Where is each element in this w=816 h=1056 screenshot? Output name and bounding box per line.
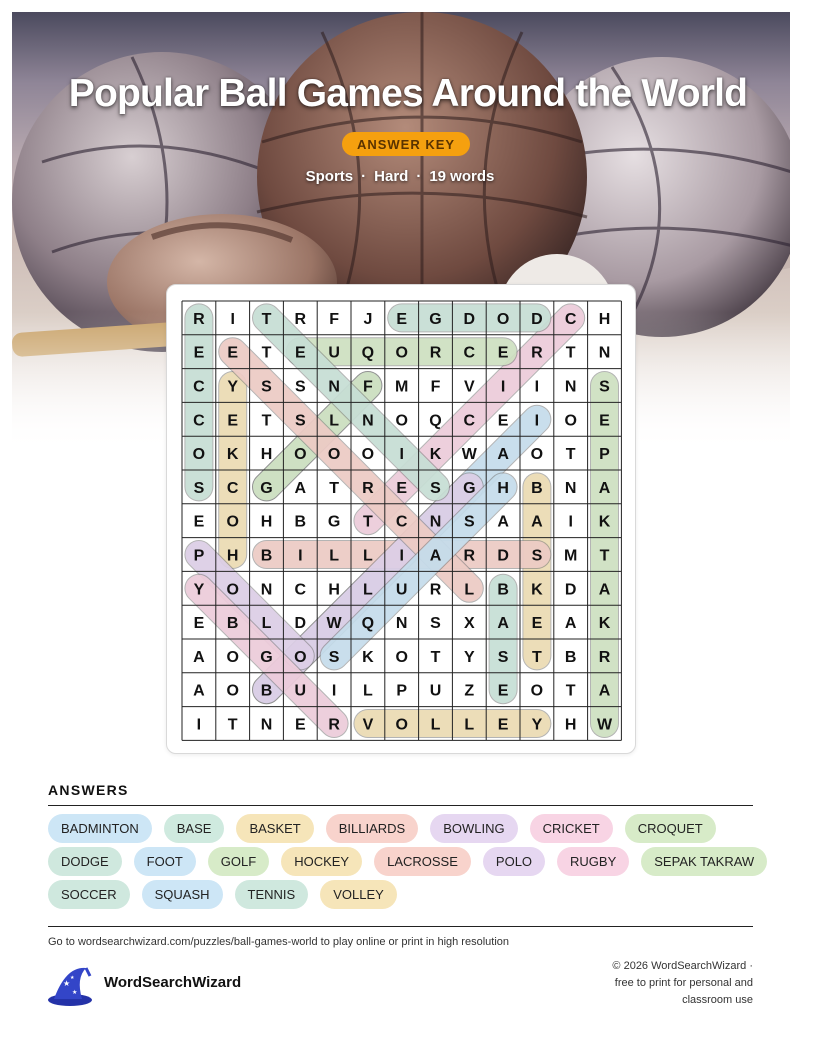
grid-letter[interactable]: E <box>193 344 205 362</box>
svg-text:★: ★ <box>70 975 75 981</box>
grid-letter[interactable]: S <box>328 648 340 666</box>
grid-letter[interactable]: N <box>328 378 340 396</box>
grid-letter[interactable]: Z <box>464 682 475 700</box>
grid-letter[interactable]: I <box>399 547 404 565</box>
grid-letter[interactable]: L <box>329 547 339 565</box>
brand-name: WordSearchWizard <box>104 974 242 991</box>
grid-letter[interactable]: H <box>260 446 273 464</box>
grid-letter[interactable]: Y <box>531 716 543 734</box>
grid-letter[interactable]: E <box>531 615 543 633</box>
grid-letter[interactable]: E <box>193 615 205 633</box>
grid-letter[interactable]: T <box>565 344 576 362</box>
grid-letter[interactable]: E <box>294 344 306 362</box>
grid-letter[interactable]: Q <box>429 412 442 430</box>
grid-letter[interactable]: C <box>193 378 205 396</box>
grid-letter[interactable]: C <box>395 513 408 531</box>
grid-letter[interactable]: T <box>329 479 339 497</box>
grid-letter[interactable]: M <box>564 547 578 565</box>
grid-letter[interactable]: G <box>327 513 341 531</box>
grid-letter[interactable]: F <box>329 310 339 328</box>
grid-letter[interactable]: R <box>463 547 476 565</box>
grid-letter[interactable]: W <box>596 716 613 734</box>
answer-chip: TENNIS <box>235 880 309 909</box>
difficulty-label: Hard <box>374 168 409 185</box>
grid-letter[interactable]: K <box>362 648 374 666</box>
grid-letter[interactable]: G <box>260 648 273 666</box>
grid-letter[interactable]: W <box>461 446 477 464</box>
grid-letter[interactable]: I <box>331 682 337 700</box>
grid-letter[interactable]: B <box>260 682 273 700</box>
grid-letter[interactable]: R <box>429 344 442 362</box>
answer-chip: GOLF <box>208 847 269 876</box>
grid-letter[interactable]: A <box>497 513 509 531</box>
grid-letter[interactable]: G <box>429 310 442 328</box>
grid-letter[interactable]: N <box>260 581 273 599</box>
grid-letter[interactable]: I <box>196 716 202 734</box>
grid-letter[interactable]: S <box>599 378 610 396</box>
answers-heading: ANSWERS <box>48 782 129 798</box>
svg-text:★: ★ <box>72 990 78 996</box>
grid-letter[interactable]: Y <box>463 648 475 666</box>
grid-letter[interactable]: P <box>599 446 610 464</box>
grid-letter[interactable]: B <box>497 581 509 599</box>
grid-letter[interactable]: B <box>564 648 577 666</box>
grid-letter[interactable]: O <box>226 682 239 700</box>
grid-letter[interactable]: B <box>260 547 273 565</box>
grid-letter[interactable]: O <box>192 446 206 464</box>
grid-letter[interactable]: N <box>395 615 408 633</box>
grid-letter[interactable]: O <box>564 412 577 430</box>
grid-letter[interactable]: B <box>226 615 239 633</box>
grid-letter[interactable]: E <box>193 513 205 531</box>
grid-letter[interactable]: I <box>534 412 540 430</box>
answer-chip: DODGE <box>48 847 122 876</box>
grid-letter[interactable]: T <box>430 648 441 666</box>
grid-letter[interactable]: O <box>530 682 544 700</box>
answer-chip: CRICKET <box>530 814 613 843</box>
grid-letter[interactable]: A <box>598 682 611 700</box>
grid-letter[interactable]: O <box>226 581 239 599</box>
grid-letter[interactable]: S <box>463 513 475 531</box>
grid-letter[interactable]: D <box>564 581 577 599</box>
grid-letter[interactable]: N <box>564 479 577 497</box>
grid-letter[interactable]: E <box>497 682 509 700</box>
grid-letter[interactable]: A <box>598 581 611 599</box>
grid-letter[interactable]: L <box>363 547 373 565</box>
answer-chip: BASKET <box>236 814 313 843</box>
word-count-label: 19 words <box>429 168 495 185</box>
grid-letter[interactable]: E <box>497 412 509 430</box>
grid-letter[interactable]: H <box>328 581 340 599</box>
answer-chip: BADMINTON <box>48 814 152 843</box>
grid-letter[interactable]: K <box>531 581 543 599</box>
grid-letter[interactable]: U <box>328 344 340 362</box>
grid-letter[interactable]: H <box>598 310 611 328</box>
grid-letter[interactable]: V <box>362 716 374 734</box>
grid-letter[interactable]: X <box>463 615 475 633</box>
grid-letter[interactable]: E <box>599 412 610 430</box>
grid-letter[interactable]: F <box>430 378 441 396</box>
grid-letter[interactable]: V <box>463 378 475 396</box>
answer-chip: CROQUET <box>625 814 716 843</box>
wizard-hat-icon <box>46 964 94 1013</box>
grid-letter[interactable]: E <box>497 716 509 734</box>
grid-letter[interactable]: N <box>362 412 374 430</box>
grid-letter[interactable]: B <box>531 479 543 497</box>
grid-letter[interactable]: T <box>363 513 373 531</box>
grid-letter[interactable]: Y <box>227 378 239 396</box>
grid-letter[interactable]: U <box>429 682 442 700</box>
grid-letter[interactable]: O <box>294 446 307 464</box>
grid-letter[interactable]: R <box>362 479 374 497</box>
grid-letter[interactable]: S <box>193 479 205 497</box>
grid-letter[interactable]: K <box>598 615 611 633</box>
grid-letter[interactable]: T <box>227 716 238 734</box>
grid-letter[interactable]: U <box>294 682 307 700</box>
grid-letter[interactable]: O <box>294 648 307 666</box>
grid-letter[interactable]: R <box>294 310 307 328</box>
grid-letter[interactable]: O <box>395 344 408 362</box>
grid-letter[interactable]: C <box>193 412 205 430</box>
grid-letter[interactable]: S <box>531 547 543 565</box>
grid-letter[interactable]: K <box>598 513 611 531</box>
answer-chip: BASE <box>164 814 225 843</box>
grid-letter[interactable]: D <box>497 547 509 565</box>
grid-letter[interactable]: T <box>565 682 576 700</box>
grid-letter[interactable]: L <box>329 412 339 430</box>
grid-letter[interactable]: F <box>363 378 373 396</box>
grid-letter[interactable]: S <box>430 479 441 497</box>
grid-letter[interactable]: E <box>294 716 306 734</box>
grid-letter[interactable]: T <box>532 648 542 666</box>
grid-letter[interactable]: M <box>395 378 409 396</box>
grid-letter[interactable]: W <box>326 615 342 633</box>
answer-chip: SQUASH <box>142 880 223 909</box>
grid-letter[interactable]: O <box>395 716 408 734</box>
grid-letter[interactable]: K <box>226 446 239 464</box>
grid-letter[interactable]: S <box>294 412 306 430</box>
answer-chip: SEPAK TAKRAW <box>641 847 767 876</box>
grid-letter[interactable]: O <box>530 446 544 464</box>
grid-letter[interactable]: A <box>531 513 543 531</box>
grid-letter[interactable]: R <box>598 648 611 666</box>
grid-letter[interactable]: A <box>429 547 442 565</box>
grid-letter[interactable]: R <box>531 344 543 362</box>
grid-letter[interactable]: E <box>497 344 509 362</box>
word-search-grid <box>166 284 636 754</box>
grid-letter[interactable]: O <box>327 446 341 464</box>
grid-letter[interactable]: J <box>363 310 373 328</box>
grid-letter[interactable]: T <box>261 412 272 430</box>
grid-letter[interactable]: S <box>294 378 306 396</box>
grid-letter[interactable]: N <box>260 716 273 734</box>
grid-letter[interactable]: A <box>598 479 611 497</box>
answer-list <box>48 814 768 909</box>
grid-letter[interactable]: G <box>260 479 273 497</box>
grid-letter[interactable]: D <box>463 310 476 328</box>
divider <box>48 926 753 927</box>
puzzle-meta: Sports · Hard · 19 words <box>305 168 495 185</box>
grid-letter[interactable]: C <box>226 479 239 497</box>
grid-letter[interactable]: T <box>565 446 576 464</box>
grid-letter[interactable]: S <box>430 615 441 633</box>
grid-letter[interactable]: H <box>260 513 273 531</box>
grid-letter[interactable]: A <box>193 648 205 666</box>
grid-letter[interactable]: B <box>294 513 307 531</box>
grid-letter[interactable]: H <box>564 716 577 734</box>
answer-chip: BOWLING <box>430 814 517 843</box>
grid-letter[interactable]: R <box>328 716 340 734</box>
grid-letter[interactable]: L <box>363 581 373 599</box>
grid-letter[interactable]: I <box>568 513 573 531</box>
grid-letter[interactable]: N <box>564 378 577 396</box>
grid-letter[interactable]: R <box>429 581 442 599</box>
grid-canvas <box>167 285 635 753</box>
grid-letter[interactable]: L <box>261 615 272 633</box>
grid-letter[interactable]: I <box>500 378 506 396</box>
grid-letter[interactable]: C <box>463 412 476 430</box>
grid-letter[interactable]: S <box>497 648 509 666</box>
answer-chip: RUGBY <box>557 847 629 876</box>
grid-letter[interactable]: E <box>227 412 239 430</box>
divider <box>48 805 753 806</box>
answer-chip: SOCCER <box>48 880 130 909</box>
grid-letter[interactable]: S <box>261 378 272 396</box>
grid-letter[interactable]: P <box>193 547 205 565</box>
grid-letter[interactable]: Q <box>361 344 375 362</box>
grid-letter[interactable]: Y <box>193 581 205 599</box>
answer-chip: POLO <box>483 847 545 876</box>
grid-letter[interactable]: A <box>564 615 577 633</box>
answer-chip: FOOT <box>134 847 196 876</box>
page-title: Popular Ball Games Around the World <box>68 72 748 115</box>
answer-chip: LACROSSE <box>374 847 471 876</box>
grid-letter[interactable]: E <box>227 344 239 362</box>
grid-letter[interactable]: L <box>464 581 475 599</box>
grid-letter[interactable]: I <box>298 547 303 565</box>
category-label: Sports <box>305 168 354 185</box>
grid-letter[interactable]: O <box>226 513 239 531</box>
grid-letter[interactable]: I <box>534 378 540 396</box>
grid-letter[interactable]: T <box>261 344 272 362</box>
answer-key-badge: ANSWER KEY <box>342 132 470 156</box>
grid-letter[interactable]: A <box>497 615 509 633</box>
grid-letter[interactable]: O <box>496 310 510 328</box>
grid-letter[interactable]: T <box>599 547 610 565</box>
grid-letter[interactable]: O <box>395 412 408 430</box>
grid-letter[interactable]: A <box>294 479 307 497</box>
grid-letter[interactable]: K <box>429 446 442 464</box>
grid-letter[interactable]: R <box>193 310 205 328</box>
grid-letter[interactable]: E <box>396 310 408 328</box>
grid-letter[interactable]: L <box>430 716 441 734</box>
grid-letter[interactable]: N <box>429 513 442 531</box>
grid-letter[interactable]: D <box>531 310 543 328</box>
grid-letter[interactable]: I <box>399 446 404 464</box>
grid-letter[interactable]: E <box>396 479 408 497</box>
copyright-text: © 2026 WordSearchWizard · free to print for personal and classroom use <box>612 960 753 1006</box>
grid-letter[interactable]: I <box>230 310 235 328</box>
grid-letter[interactable]: A <box>193 682 205 700</box>
svg-text:★: ★ <box>63 979 71 988</box>
grid-letter[interactable]: H <box>226 547 239 565</box>
grid-letter[interactable]: O <box>395 648 408 666</box>
answer-chip: BILLIARDS <box>326 814 418 843</box>
answer-chip: VOLLEY <box>320 880 397 909</box>
grid-letter[interactable]: O <box>226 648 239 666</box>
grid-letter[interactable]: C <box>294 581 307 599</box>
grid-letter[interactable]: Q <box>361 615 375 633</box>
grid-letter[interactable]: T <box>261 310 272 328</box>
grid-letter[interactable]: A <box>497 446 509 464</box>
grid-letter[interactable]: L <box>464 716 475 734</box>
answer-chip: HOCKEY <box>281 847 362 876</box>
grid-letter[interactable]: L <box>363 682 373 700</box>
grid-letter[interactable]: N <box>598 344 611 362</box>
grid-letter[interactable]: P <box>396 682 408 700</box>
footer-link[interactable]: Go to wordsearchwizard.com/puzzles/ball-games-world to play online or print in high resolution <box>48 936 509 948</box>
grid-letter[interactable]: D <box>294 615 307 633</box>
grid-letter[interactable]: U <box>395 581 408 599</box>
grid-letter[interactable]: G <box>463 479 476 497</box>
grid-letter[interactable]: H <box>497 479 509 497</box>
grid-letter[interactable]: C <box>463 344 476 362</box>
grid-letter[interactable]: C <box>564 310 577 328</box>
grid-letter[interactable]: O <box>361 446 375 464</box>
